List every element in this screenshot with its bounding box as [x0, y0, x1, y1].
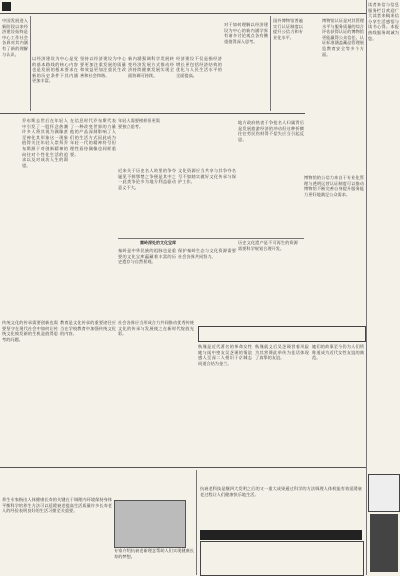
- col-rule: [270, 16, 271, 111]
- main-article-col-2: 坚持以经济建设为中心要更加注重发展的质量和效益更加注重民生改善和社会和谐。: [80, 56, 126, 78]
- jobs-article-col-1: 乔布斯去世后在年轻人中引发了一股怀念热潮许多人将其视为偶像甚至神化其形象这一现象值得关注年轻人崇拜乔布斯源于对创新精神的向往对个性化生活的追求以及对成功人生的渴望。: [22, 118, 68, 168]
- phone-box: [200, 541, 364, 576]
- middle-article-col-3: 地方政府热衷于争抢名人归属背后是发展旅游经济的冲动但这种折腾往往劳民伤财得不偿失应当引起反思。: [238, 120, 304, 142]
- col-rule: [196, 470, 197, 575]
- price-box: [368, 474, 400, 512]
- ad-photo: [114, 500, 186, 548]
- left-lower-col-1: 传统文化的传承需要创新也需要坚守在现代社会中如何让传统文化焕发新的生机是值得思考的问题。: [2, 320, 58, 342]
- page-header: [0, 0, 400, 14]
- main-article-col-3: 新内涵强调科学发展转变经济发展方式推动经济持续健康发展实现全面协调可持续。: [128, 56, 174, 78]
- qr-code-block: [370, 514, 398, 572]
- left-top-text: 中国发展进入新阶段以来经济建设始终是中心工作社会各界对其内涵有了新的理解与认识。: [2, 18, 28, 57]
- ad-text-left: 养生专家指出人体健康长寿的关键在于调理内环境保持身体平衡科学的养生方法可以延缓衰老提高生活质量许多长寿老人的经验表明良好的生活习惯至关重要。: [2, 497, 112, 514]
- lower-mid-col-3: 历史文化遗产是不可再生的资源需要科学规划合理开发。: [238, 240, 298, 251]
- side-article-text: 博物馆认证是对其管理水平与服务质量的综合评估获得认证的博物馆更能赢得公众信任。认证标准涵盖藏品管理展览教育安全等多个方面。: [322, 18, 364, 57]
- col-rule: [30, 16, 31, 111]
- main-article-col-5: 对于如何理解以经济建设为中心的新内涵学界有诸多讨论观点各有侧重值得深入思考。: [224, 22, 268, 44]
- ad-top-rule: [0, 467, 366, 468]
- main-article-col-1: 以经济建设为中心是党的基本路线的核心内容也是发展的根本要求在新的历史条件下其内涵更加丰富。: [32, 56, 78, 84]
- lower-mid-col-1: 秦岭是中华民族的祖脉也是重要的文化宝库蕴藏着丰富的历史遗存与自然景观。: [118, 248, 176, 265]
- section-rule: [118, 238, 304, 239]
- page-number-badge: [2, 2, 11, 11]
- header-rule: [0, 13, 366, 14]
- main-article-col-4: 经济建设不仅是指经济增长更包括经济结构的优化与人民生活水平的全面提高。: [176, 56, 222, 78]
- middle-ad-text: 抗衰老科技是继四大发明之后的又一重大成果通过科学的方法调理人体机能有效延缓衰老过程让人们健康快乐地生活。: [200, 486, 362, 497]
- subhead-label: 秦岭深处的文化宝库: [140, 240, 176, 245]
- ad-text-mid: 专家介绍抗衰老新理念帮助人们实现健康长寿的梦想。: [114, 548, 194, 559]
- col-rule: [366, 0, 367, 575]
- jobs-article-col-3: 年轻人需要榜样但更需要独立思考。: [118, 118, 160, 129]
- right-col-1: 博物馆的公信力来自于专业化管理与透明运营认证制度可以推动博物馆不断完善自身提升服务能力更好地满足公众需求。: [304, 175, 364, 197]
- middle-article-col-1: 近来关于历史名人故里的争夺屡见不鲜鄂楚之争便是其中之一此类争论多为地方利益驱动意义不大。: [118, 168, 176, 190]
- right-top-col: 国外博物馆普遍实行认证制度以提升公信力和专业化水平。: [273, 18, 303, 40]
- qiujin-col-2: 秋瑾就义后吴芝瑛冒着风险为其营葬此举传为佳话体现了真挚的友谊。: [255, 344, 309, 361]
- qiujin-col-3: 她们的故事至今仍为人们所称道成为近代女性友谊的典范。: [312, 344, 364, 361]
- far-right-strip: 读者来信与信息服务栏目欢迎广大读者来稿来信分享生活感悟与读书心得。本报热线服务竭诚为您。: [368, 2, 399, 41]
- phone-banner: [200, 530, 362, 540]
- left-lower-col-3: 社会各界应当形成合力共同推动优秀传统文化的传承与发展使之在新时代绽放光彩。: [118, 320, 194, 337]
- jobs-article-col-2: 在信息时代乔布斯代表了一种改变世界的力量他的产品深刻影响了人们的生活方式因此成为年轻一代的精神符号但理性看待偶像也同样重要。: [70, 118, 116, 157]
- left-lower-col-2: 教育是文化传承的重要途径应当在学校教育中加强传统文化的内容。: [60, 320, 116, 337]
- qiujin-headline-box: [198, 326, 366, 342]
- middle-article-col-2: 文化资源应当共享与其争夺名号不如踏实做好文化传承与保护工作。: [178, 168, 236, 185]
- qiujin-col-1: 秋瑾是近代著名的革命女性她与闺中密友吴芝瑛的情谊感人至深二人相识于京城志同道合结为金兰。: [198, 344, 252, 366]
- middle-ad-banner: [200, 470, 362, 484]
- lower-mid-col-2: 保护秦岭生态与文化资源需要社会各界共同努力。: [178, 248, 236, 259]
- section-rule: [0, 113, 305, 114]
